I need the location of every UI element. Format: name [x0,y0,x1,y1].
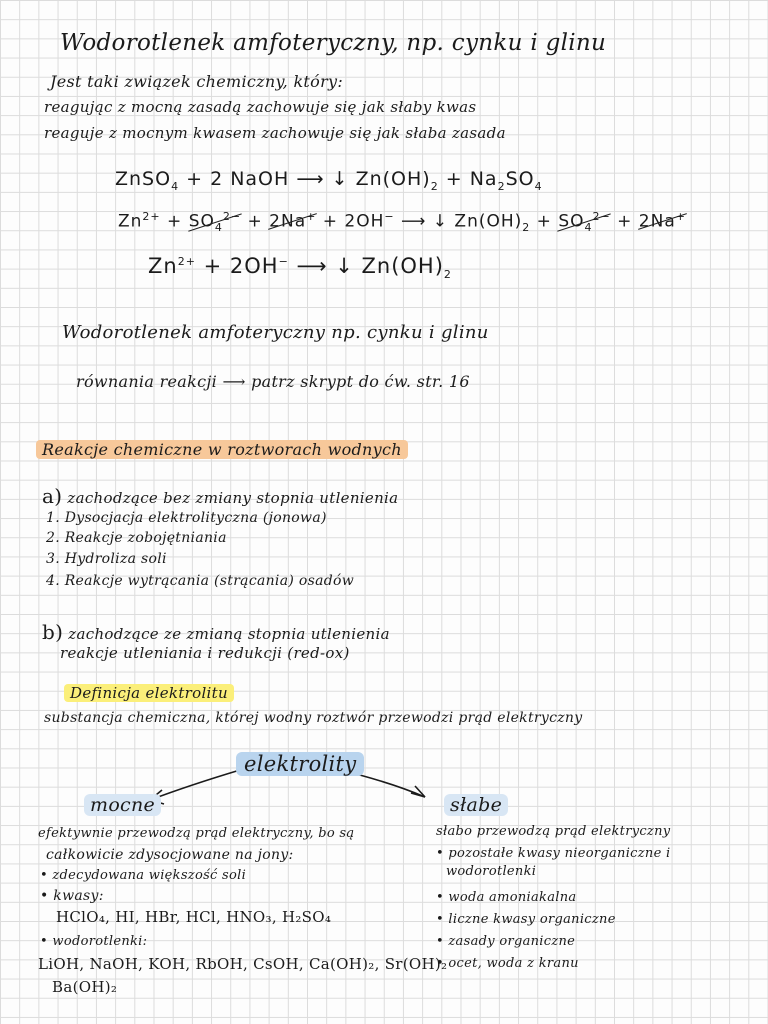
cancelled-sulfate: $SO_4^{2-}$ [188,210,242,235]
label-mocne: mocne [84,794,161,816]
slabe-bullet-1: • pozostałe kwasy nieorganiczne i [436,846,671,861]
mocne-bases-list-2: Ba(OH)₂ [52,978,118,996]
mocne-bullet-acids: • kwasy: [40,888,104,904]
equation-2: $Zn^{2+} + SO_4^{2-} + 2Na^+ + 2OH^-$ ⟶ ↓ $Zn(OH)_2 + SO_4^{2-} + 2Na^+$ [118,210,686,235]
cancelled-sodium-2: 2Na+ [638,210,686,232]
equation-3: $Zn^{2+} + 2OH^-$ ⟶ ↓ $Zn(OH)_2$ [148,254,452,282]
label-slabe: słabe [444,794,508,816]
mocne-bullet-salts: • zdecydowana większość soli [40,868,247,883]
mocne-bullet-bases: • wodorotlenki: [40,934,148,949]
intro-lead: Jest taki związek chemiczny, który: [50,72,344,91]
intro-bullet-2: reaguje z mocnym kwasem zachowuje się jak słaba zasada [44,124,506,142]
slabe-bullet-1b: wodorotlenki [446,864,537,879]
cancelled-sodium: 2Na+ [269,210,317,232]
section-heading: Reakcje chemiczne w roztworach wodnych [36,440,408,459]
definition-heading: Definicja elektrolitu [64,684,234,702]
arrow-to-mocne [150,770,240,800]
repeat-title: Wodorotlenek amfoteryczny np. cynku i glinu [62,322,489,343]
slabe-bullet-3: • liczne kwasy organiczne [436,912,616,927]
mocne-desc-2: całkowicie zdysocjowane na jony: [46,847,294,863]
page-title: Wodorotlenek amfoteryczny, np. cynku i glinu [60,30,607,56]
cancelled-sulfate-2: $SO_4^{2-}$ [558,210,611,235]
a-item-1: 1. Dysocjacja elektrolityczna (jonowa) [46,510,327,526]
intro-bullet-1: reagując z mocną zasadą zachowuje się jak słaby kwas [44,98,477,116]
a-item-2: 2. Reakcje zobojętniania [46,530,227,546]
slabe-bullet-5: • ocet, woda z kranu [436,956,579,971]
section-a: a) zachodzące bez zmiany stopnia utlenienia [42,484,399,508]
section-b-sub: reakcje utleniania i redukcji (red-ox) [60,644,350,662]
slabe-desc: słabo przewodzą prąd elektryczny [436,824,671,839]
a-item-3: 3. Hydroliza soli [46,551,167,567]
section-b: b) zachodzące ze zmianą stopnia utlenienia [42,620,390,644]
equations-note: równania reakcji ⟶ patrz skrypt do ćw. str. 16 [76,372,470,391]
diagram-center: elektrolity [236,752,364,776]
mocne-acids-list: HClO₄, HI, HBr, HCl, HNO₃, H₂SO₄ [56,908,332,926]
a-item-4: 4. Reakcje wytrącania (strącania) osadów [46,573,355,589]
mocne-bases-list: LiOH, NaOH, KOH, RbOH, CsOH, Ca(OH)₂, Sr(OH)₂ [38,955,448,973]
equation-1: ZnSO$_4$ + 2 NaOH ⟶ ↓ $Zn(OH)_2 + Na_2SO_4$ [115,168,543,193]
mocne-desc-1: efektywnie przewodzą prąd elektryczny, bo są [38,826,355,841]
definition-text: substancja chemiczna, której wodny roztwór przewodzi prąd elektryczny [44,710,583,726]
slabe-bullet-2: • woda amoniakalna [436,890,577,905]
slabe-bullet-4: • zasady organiczne [436,934,576,949]
